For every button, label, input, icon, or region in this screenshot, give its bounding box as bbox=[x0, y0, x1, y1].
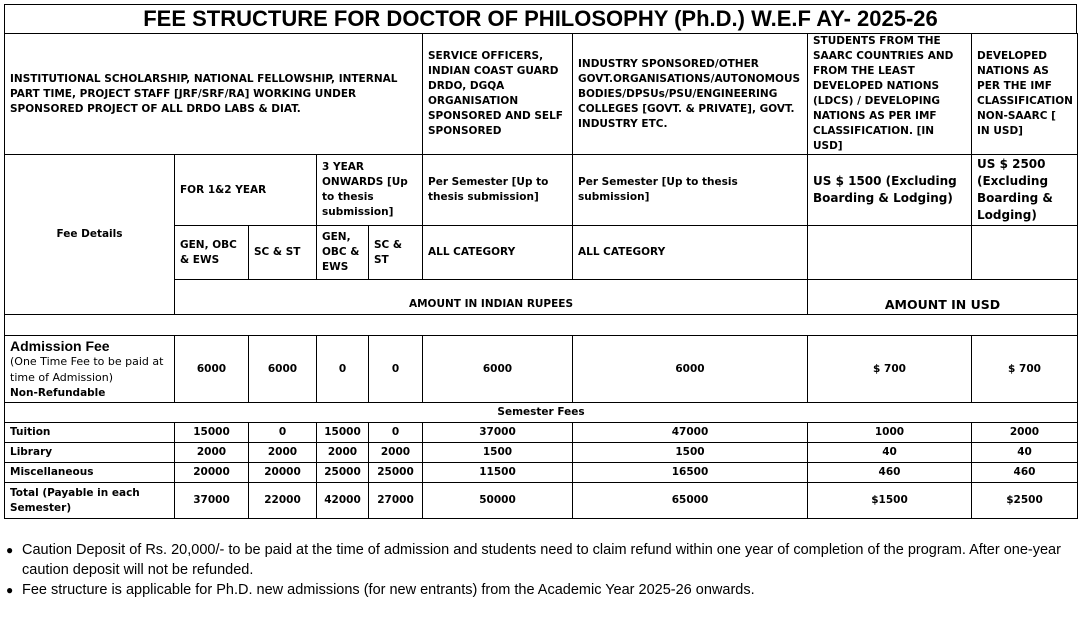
category-scst-year3: SC & ST bbox=[369, 226, 423, 280]
total-value: 65000 bbox=[573, 483, 808, 519]
table-cell: 460 bbox=[972, 463, 1078, 483]
table-cell: 16500 bbox=[573, 463, 808, 483]
admission-fee-row bbox=[5, 336, 1078, 403]
fee-table bbox=[4, 33, 1078, 519]
total-value: 22000 bbox=[249, 483, 317, 519]
bullet-icon: ● bbox=[6, 583, 14, 597]
table-cell: 25000 bbox=[369, 463, 423, 483]
category-gen-year12: GEN, OBC & EWS bbox=[175, 226, 249, 280]
spacer-cell bbox=[5, 315, 1078, 336]
header-non-saarc-fee: US $ 2500 (Excluding Boarding & Lodging) bbox=[972, 155, 1078, 226]
admission-fee-label bbox=[5, 336, 175, 403]
table-cell: 1000 bbox=[808, 423, 972, 443]
admission-value: $ 700 bbox=[972, 336, 1078, 403]
list-item bbox=[4, 540, 1077, 580]
table-cell: 2000 bbox=[972, 423, 1078, 443]
admission-value: $ 700 bbox=[808, 336, 972, 403]
category-scst-year12: SC & ST bbox=[249, 226, 317, 280]
admission-value: 0 bbox=[369, 336, 423, 403]
semester-fees-row bbox=[5, 403, 1078, 423]
table-row bbox=[5, 423, 1078, 443]
row-label-miscellaneous: Miscellaneous bbox=[5, 463, 175, 483]
spacer-row bbox=[5, 315, 1078, 336]
table-cell: 20000 bbox=[249, 463, 317, 483]
category-header-row bbox=[5, 34, 1078, 155]
table-cell: 11500 bbox=[423, 463, 573, 483]
amount-usd-label: AMOUNT IN USD bbox=[808, 280, 1078, 315]
total-value: $1500 bbox=[808, 483, 972, 519]
table-cell: 25000 bbox=[317, 463, 369, 483]
total-value: $2500 bbox=[972, 483, 1078, 519]
table-cell: 47000 bbox=[573, 423, 808, 443]
table-cell: 1500 bbox=[573, 443, 808, 463]
table-cell: 460 bbox=[808, 463, 972, 483]
table-cell: 37000 bbox=[423, 423, 573, 443]
table-cell: 20000 bbox=[175, 463, 249, 483]
category-all-service: ALL CATEGORY bbox=[423, 226, 573, 280]
table-cell: 2000 bbox=[175, 443, 249, 463]
admission-fee-title: Admission Fee bbox=[10, 337, 110, 354]
table-row bbox=[5, 443, 1078, 463]
table-cell: 2000 bbox=[249, 443, 317, 463]
table-cell: 0 bbox=[369, 423, 423, 443]
category-gen-year3: GEN, OBC & EWS bbox=[317, 226, 369, 280]
admission-fee-non-refundable: Non-Refundable bbox=[10, 386, 106, 399]
table-cell: 40 bbox=[808, 443, 972, 463]
admission-value: 0 bbox=[317, 336, 369, 403]
header-institutional: INSTITUTIONAL SCHOLARSHIP, NATIONAL FELLOWSHIP, INTERNAL PART TIME, PROJECT STAFF [JRF/SRF/RA] WORKING UNDER SPONSORED PROJECT OF ALL DRDO LABS & DIAT. bbox=[5, 34, 423, 155]
total-row bbox=[5, 483, 1078, 519]
admission-value: 6000 bbox=[423, 336, 573, 403]
total-value: 37000 bbox=[175, 483, 249, 519]
year-header-row bbox=[5, 155, 1078, 226]
table-cell: 15000 bbox=[175, 423, 249, 443]
admission-value: 6000 bbox=[175, 336, 249, 403]
header-per-semester-industry: Per Semester [Up to thesis submission] bbox=[573, 155, 808, 226]
header-per-semester-service: Per Semester [Up to thesis submission] bbox=[423, 155, 573, 226]
bullet-icon: ● bbox=[6, 543, 14, 557]
total-label: Total (Payable in each Semester) bbox=[5, 483, 175, 519]
category-blank-saarc bbox=[808, 226, 972, 280]
header-saarc: STUDENTS FROM THE SAARC COUNTRIES AND FROM THE LEAST DEVELOPED NATIONS (LDCS) / DEVELOPING NATIONS AS PER IMF CLASSIFICATION. [IN USD] bbox=[808, 34, 972, 155]
note-text: Fee structure is applicable for Ph.D. new admissions (for new entrants) from the Academic Year 2025-26 onwards. bbox=[22, 582, 755, 598]
amount-inr-label: AMOUNT IN INDIAN RUPEES bbox=[175, 280, 808, 315]
header-saarc-fee: US $ 1500 (Excluding Boarding & Lodging) bbox=[808, 155, 972, 226]
total-value: 42000 bbox=[317, 483, 369, 519]
table-cell: 2000 bbox=[317, 443, 369, 463]
header-non-saarc: DEVELOPED NATIONS AS PER THE IMF CLASSIFICATION NON-SAARC [ IN USD] bbox=[972, 34, 1078, 155]
note-text: Caution Deposit of Rs. 20,000/- to be paid at the time of admission and students need to claim refund within one year of completion of the program. After one-year caution deposit will not be refunded. bbox=[22, 542, 1061, 578]
header-industry: INDUSTRY SPONSORED/OTHER GOVT.ORGANISATIONS/AUTONOMOUS BODIES/DPSUs/PSU/ENGINEERING COLLEGES [GOVT. & PRIVATE], GOVT. INDUSTRY ETC. bbox=[573, 34, 808, 155]
list-item bbox=[4, 580, 1077, 600]
total-value: 50000 bbox=[423, 483, 573, 519]
header-year-3: 3 YEAR ONWARDS [Up to thesis submission] bbox=[317, 155, 423, 226]
semester-fees-label: Semester Fees bbox=[5, 403, 1078, 423]
category-all-industry: ALL CATEGORY bbox=[573, 226, 808, 280]
notes-list bbox=[4, 540, 1077, 600]
row-label-library: Library bbox=[5, 443, 175, 463]
fee-details-label: Fee Details bbox=[5, 155, 175, 315]
total-value: 27000 bbox=[369, 483, 423, 519]
header-year-1-2: FOR 1&2 YEAR bbox=[175, 155, 317, 226]
admission-fee-note: (One Time Fee to be paid at time of Admission) bbox=[10, 354, 164, 384]
page-title: FEE STRUCTURE FOR DOCTOR OF PHILOSOPHY (Ph.D.) W.E.F AY- 2025-26 bbox=[4, 4, 1077, 33]
table-cell: 2000 bbox=[369, 443, 423, 463]
header-service: SERVICE OFFICERS, INDIAN COAST GUARD DRDO, DGQA ORGANISATION SPONSORED AND SELF SPONSORED bbox=[423, 34, 573, 155]
table-cell: 15000 bbox=[317, 423, 369, 443]
table-cell: 40 bbox=[972, 443, 1078, 463]
table-row bbox=[5, 463, 1078, 483]
table-cell: 0 bbox=[249, 423, 317, 443]
category-blank-non-saarc bbox=[972, 226, 1078, 280]
row-label-tuition: Tuition bbox=[5, 423, 175, 443]
admission-value: 6000 bbox=[249, 336, 317, 403]
table-cell: 1500 bbox=[423, 443, 573, 463]
admission-value: 6000 bbox=[573, 336, 808, 403]
